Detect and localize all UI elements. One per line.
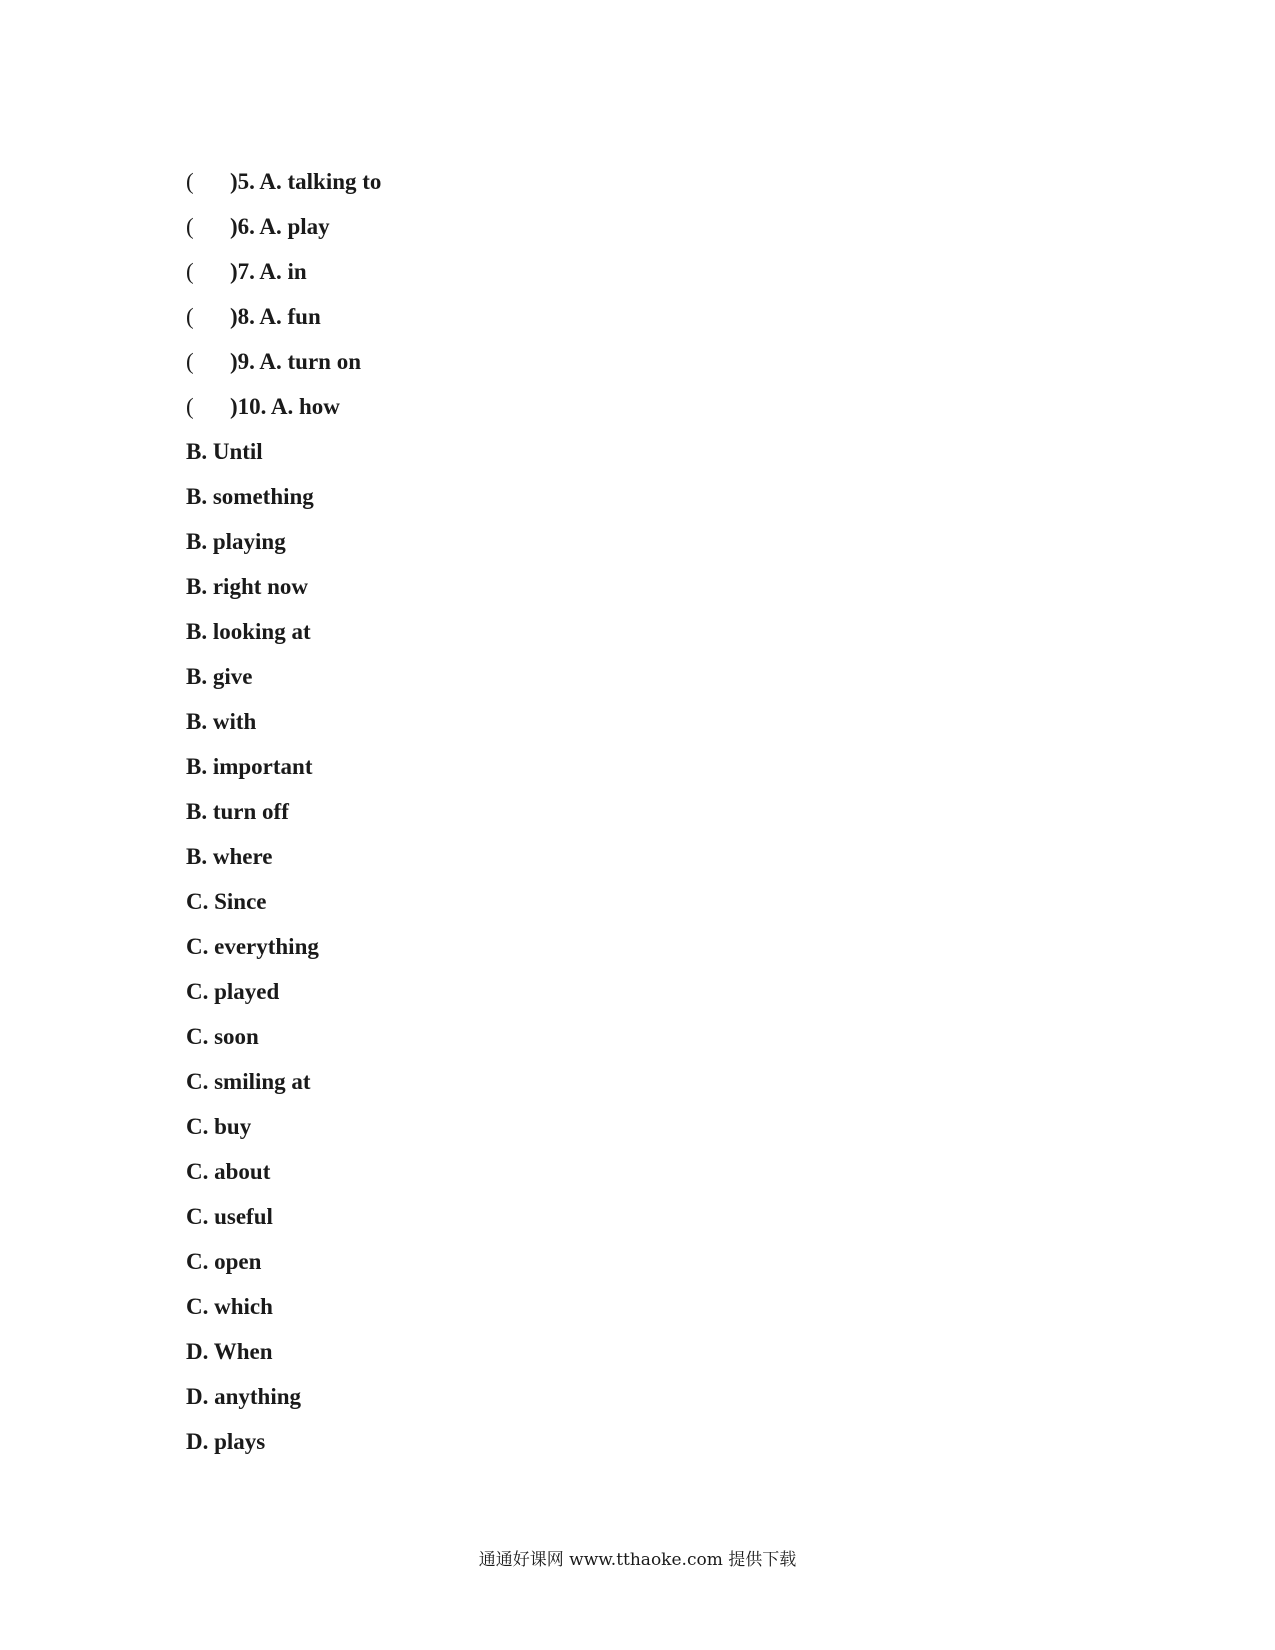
question-row — [186, 344, 1086, 389]
option-d: D. anything — [186, 1384, 302, 1409]
option-b: B. something — [186, 484, 314, 509]
option-b: B. right now — [186, 574, 309, 599]
option-c: C. useful — [186, 1204, 273, 1229]
question-text: )9. A. turn on — [230, 349, 361, 374]
option-b: B. with — [186, 709, 257, 734]
option-c: C. which — [186, 1294, 273, 1319]
question-row — [186, 299, 1086, 344]
answer-bracket: ( — [186, 169, 194, 194]
option-c: C. soon — [186, 1024, 259, 1049]
question-row — [186, 389, 1086, 434]
answer-bracket: ( — [186, 259, 194, 284]
option-c: C. open — [186, 1249, 262, 1274]
answer-bracket: ( — [186, 304, 194, 329]
page-footer: 通通好课网 www.tthaoke.com 提供下载 — [478, 1550, 797, 1570]
option-c: C. about — [186, 1159, 271, 1184]
question-row — [186, 254, 1086, 299]
option-c: C. buy — [186, 1114, 252, 1139]
option-b: B. looking at — [186, 619, 311, 644]
option-d: D. When — [186, 1339, 273, 1364]
option-c: C. Since — [186, 889, 267, 914]
option-b: B. give — [186, 664, 253, 689]
option-c: C. smiling at — [186, 1069, 311, 1094]
option-b: B. turn off — [186, 799, 289, 824]
option-d: D. plays — [186, 1429, 266, 1454]
answer-bracket: ( — [186, 349, 194, 374]
option-b: B. where — [186, 844, 273, 869]
question-text: )10. A. how — [230, 394, 340, 419]
option-c: C. played — [186, 979, 280, 1004]
option-b: B. Until — [186, 439, 263, 464]
option-b: B. important — [186, 754, 313, 779]
question-text: )8. A. fun — [230, 304, 321, 329]
answer-bracket: ( — [186, 394, 194, 419]
question-text: )7. A. in — [230, 259, 307, 284]
option-c: C. everything — [186, 934, 319, 959]
question-text: )6. A. play — [230, 214, 330, 239]
question-row — [186, 209, 1086, 254]
answer-bracket: ( — [186, 214, 194, 239]
question-list — [186, 164, 1086, 1469]
question-text: )5. A. talking to — [230, 169, 382, 194]
option-b: B. playing — [186, 529, 286, 554]
question-row — [186, 164, 1086, 209]
